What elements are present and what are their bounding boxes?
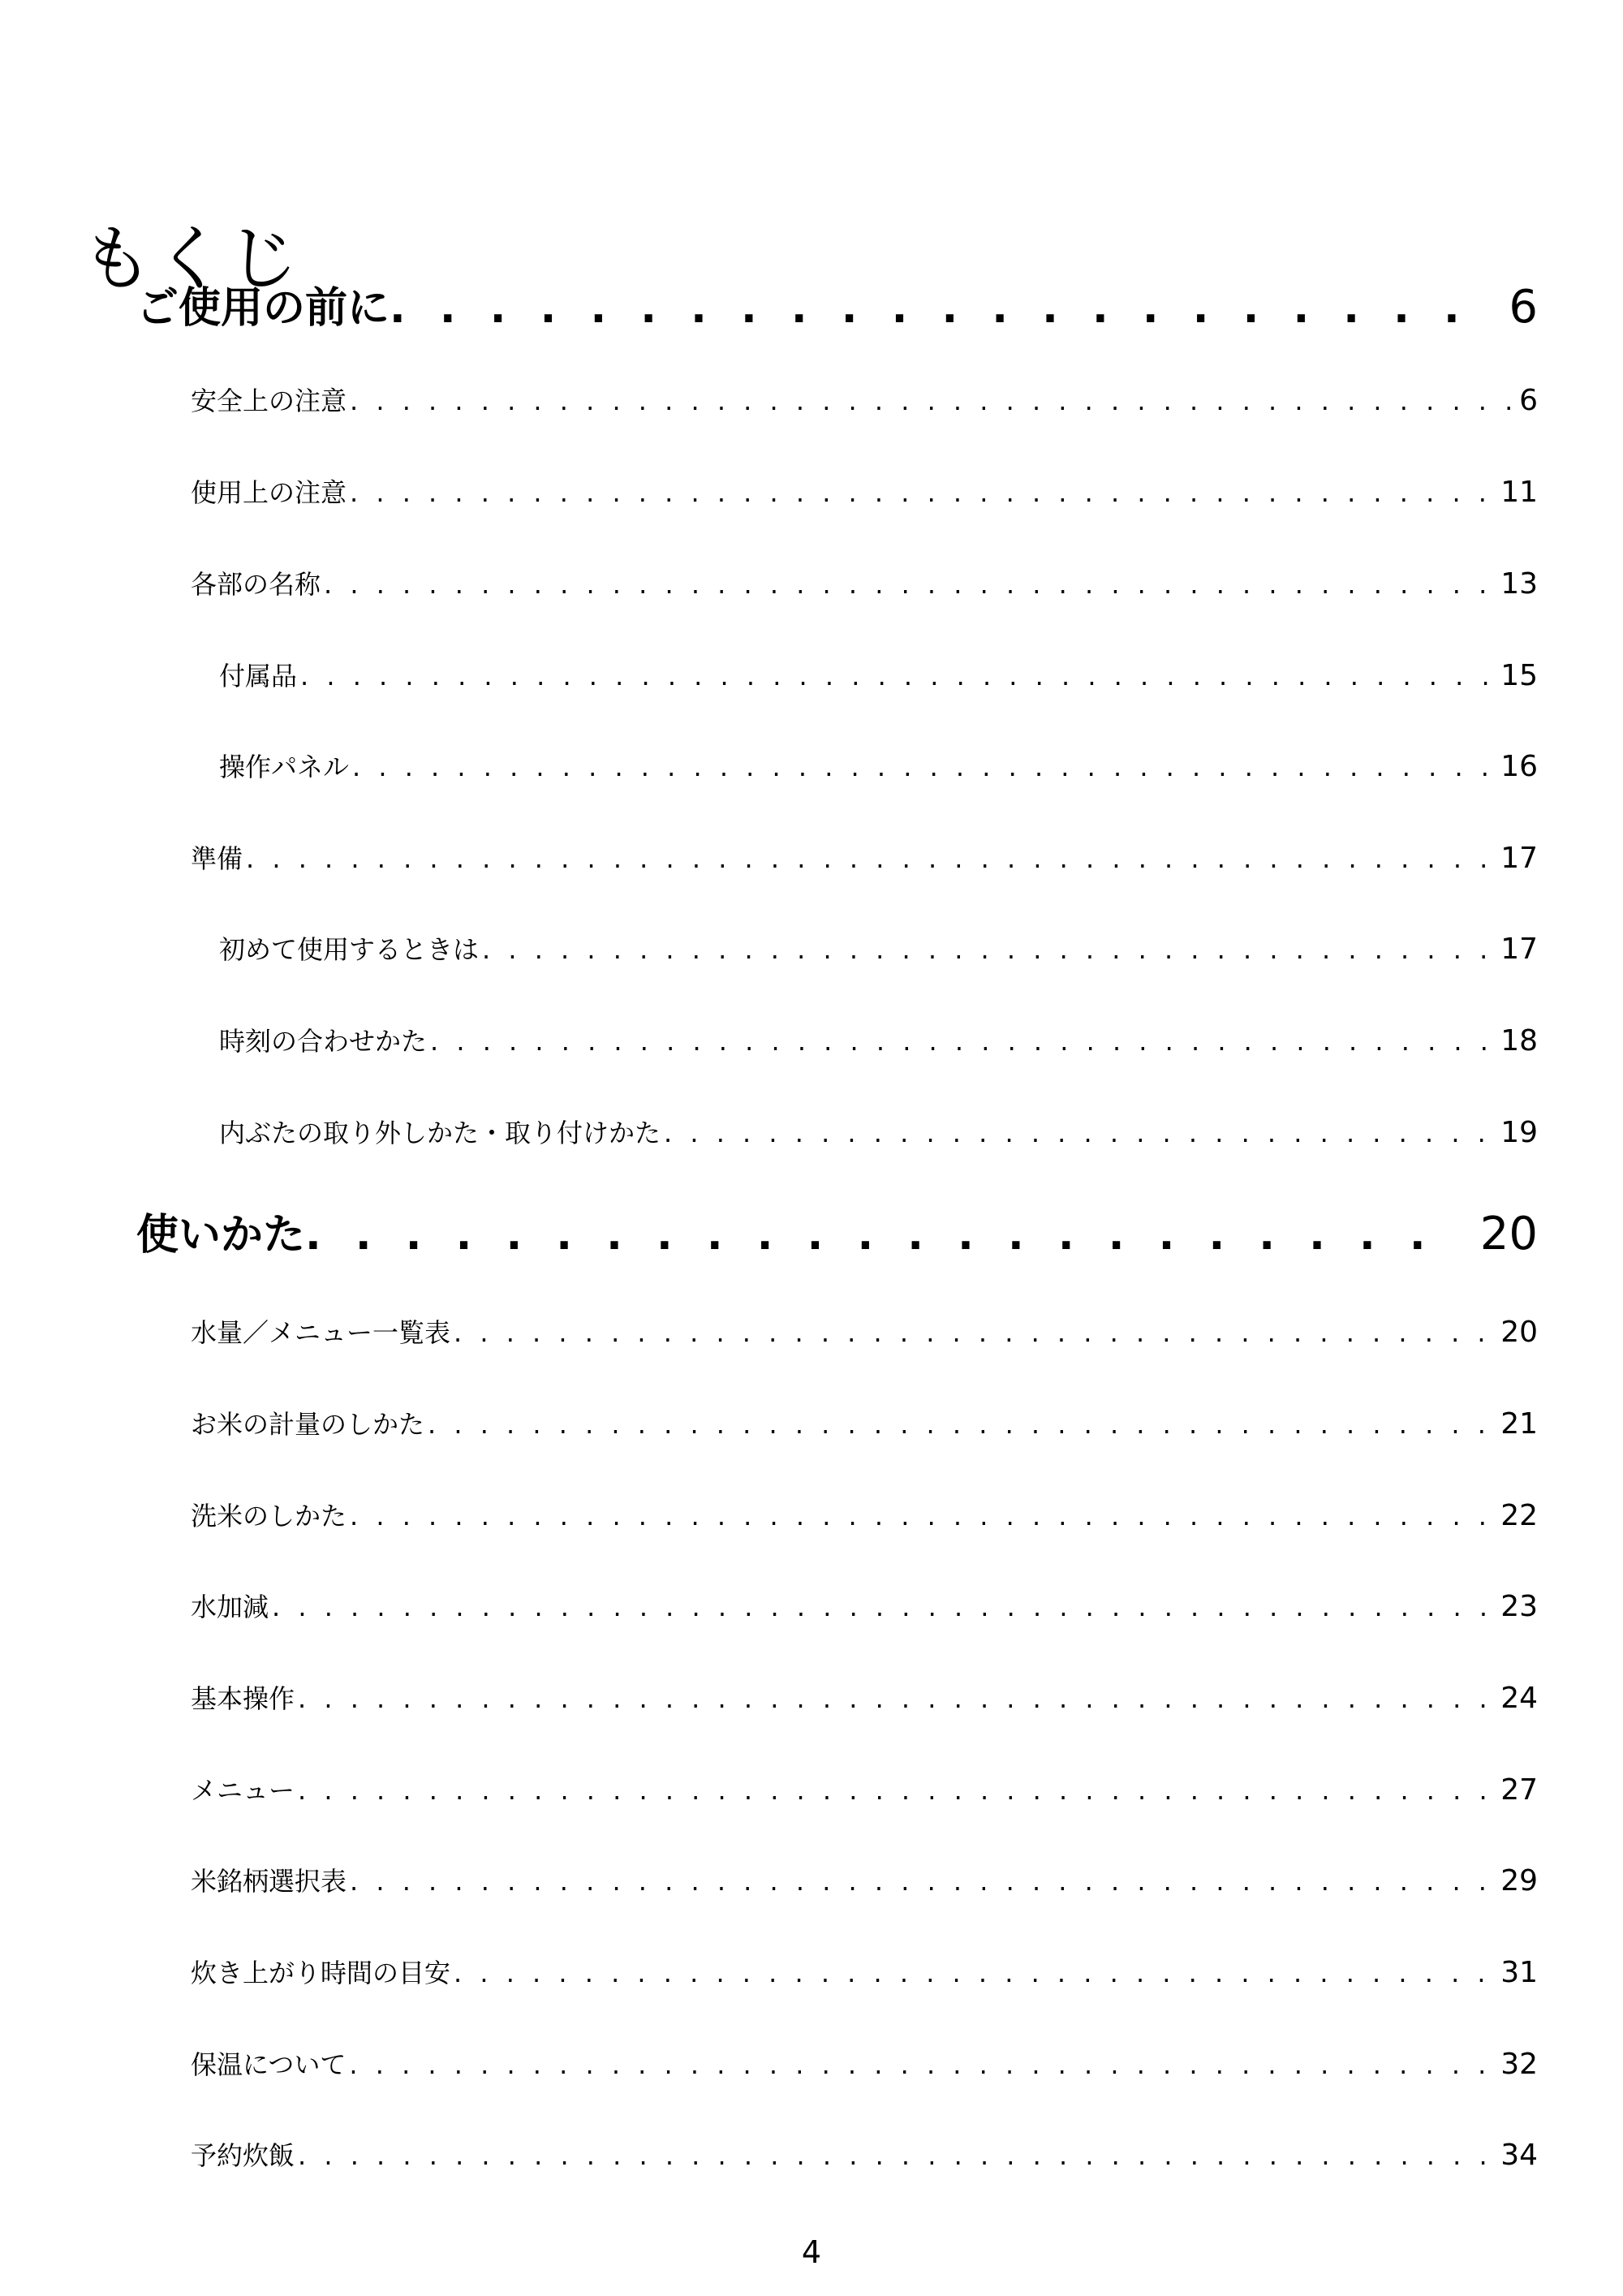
- dot-leader: [246, 842, 1497, 875]
- toc-entry-label: 保温について: [191, 2049, 347, 2080]
- toc-section-label: 使いかた: [136, 1211, 306, 1260]
- toc-entry[interactable]: [191, 1408, 1538, 1441]
- toc-entry[interactable]: [219, 933, 1538, 966]
- dot-leader: [352, 751, 1497, 783]
- dot-leader: [350, 385, 1516, 417]
- toc-entry[interactable]: [191, 2139, 1538, 2172]
- toc-entry-label: 基本操作: [191, 1683, 295, 1714]
- toc-entry[interactable]: [191, 842, 1538, 875]
- page-title: もくじ: [81, 216, 301, 300]
- toc-entry-page: 19: [1500, 1116, 1538, 1149]
- toc-entry[interactable]: [191, 385, 1538, 417]
- toc-entry[interactable]: [191, 1316, 1538, 1349]
- dot-leader: [350, 476, 1497, 509]
- toc-entry-page: 22: [1500, 1499, 1538, 1532]
- dot-leader: [298, 1774, 1497, 1807]
- toc-entry[interactable]: [219, 1025, 1538, 1058]
- toc-entry-label: 使用上の注意: [191, 477, 347, 508]
- toc-entry-page: 15: [1500, 659, 1538, 692]
- toc-entry-label: 洗米のしかた: [191, 1501, 347, 1531]
- toc-section-label: ご使用の前に: [136, 284, 390, 333]
- dot-leader: [324, 568, 1497, 601]
- toc-entry-page: 21: [1500, 1407, 1538, 1441]
- dot-leader: [298, 1682, 1497, 1715]
- toc-entry-label: 準備: [191, 843, 243, 874]
- toc-entry-page: 6: [1519, 384, 1538, 417]
- toc-entry-label: お米の計量のしかた: [191, 1409, 425, 1440]
- toc-entry-label: 米銘柄選択表: [191, 1866, 347, 1897]
- toc-entry[interactable]: [191, 1500, 1538, 1532]
- dot-leader: [300, 660, 1497, 692]
- dot-leader: [305, 1209, 1448, 1261]
- toc-entry[interactable]: [191, 476, 1538, 509]
- toc-entry-label: 安全上の注意: [191, 386, 347, 416]
- toc-entry[interactable]: [191, 1957, 1538, 1989]
- toc-section-how-to-use[interactable]: [136, 1208, 1538, 1261]
- toc-entry-label: 付属品: [219, 661, 298, 691]
- toc-entry-page: 31: [1500, 1956, 1538, 1989]
- toc-entry-page: 16: [1500, 750, 1538, 783]
- toc-section-before-use[interactable]: [136, 282, 1538, 334]
- toc-entry-page: 34: [1500, 2139, 1538, 2172]
- toc-entry[interactable]: [191, 1774, 1538, 1807]
- toc-section-page: 6: [1509, 281, 1538, 334]
- toc-entry[interactable]: [219, 1117, 1538, 1149]
- toc-entry-page: 13: [1500, 567, 1538, 601]
- dot-leader: [272, 1591, 1497, 1623]
- toc-entry-label: 予約炊飯: [191, 2140, 295, 2171]
- dot-leader: [350, 1500, 1497, 1532]
- toc-entry-label: 炊き上がり時間の目安: [191, 1958, 451, 1988]
- toc-entry-page: 24: [1500, 1682, 1538, 1715]
- toc-entry[interactable]: [191, 1865, 1538, 1898]
- dot-leader: [298, 2139, 1497, 2172]
- dot-leader: [428, 1408, 1497, 1441]
- toc-entry-page: 11: [1500, 476, 1538, 509]
- dot-leader: [390, 282, 1476, 334]
- dot-leader: [454, 1957, 1497, 1989]
- toc-entry-page: 23: [1500, 1590, 1538, 1623]
- toc-entry-page: 17: [1500, 842, 1538, 875]
- toc-entry-label: 水量／メニュー一覧表: [191, 1317, 451, 1348]
- toc-entry-page: 17: [1500, 933, 1538, 966]
- toc-section-page: 20: [1479, 1208, 1538, 1260]
- toc-entry-label: 操作パネル: [219, 752, 350, 782]
- dot-leader: [349, 2048, 1497, 2081]
- toc-entry[interactable]: [191, 1591, 1538, 1623]
- dot-leader: [664, 1117, 1497, 1149]
- toc-entry-page: 32: [1500, 2048, 1538, 2081]
- toc-entry-label: メニュー: [191, 1775, 295, 1806]
- toc-entry-label: 初めて使用するときは: [219, 934, 480, 965]
- toc-entry-label: 内ぶたの取り外しかた・取り付けかた: [219, 1118, 661, 1148]
- toc-entry[interactable]: [219, 751, 1538, 783]
- toc-entry[interactable]: [191, 1682, 1538, 1715]
- dot-leader: [454, 1316, 1497, 1349]
- dot-leader: [482, 933, 1497, 966]
- toc-entry-page: 29: [1500, 1864, 1538, 1898]
- page-number: 4: [801, 2234, 822, 2270]
- toc-entry-page: 27: [1500, 1773, 1538, 1807]
- toc-entry-label: 水加減: [191, 1592, 269, 1622]
- toc-entry-page: 18: [1500, 1024, 1538, 1058]
- toc-entry[interactable]: [191, 568, 1538, 601]
- dot-leader: [430, 1025, 1497, 1058]
- toc-entry[interactable]: [219, 660, 1538, 692]
- dot-leader: [350, 1865, 1497, 1898]
- toc-entry[interactable]: [191, 2048, 1538, 2081]
- toc-entry-page: 20: [1500, 1316, 1538, 1349]
- toc-entry-label: 各部の名称: [191, 569, 321, 600]
- toc-entry-label: 時刻の合わせかた: [219, 1026, 428, 1057]
